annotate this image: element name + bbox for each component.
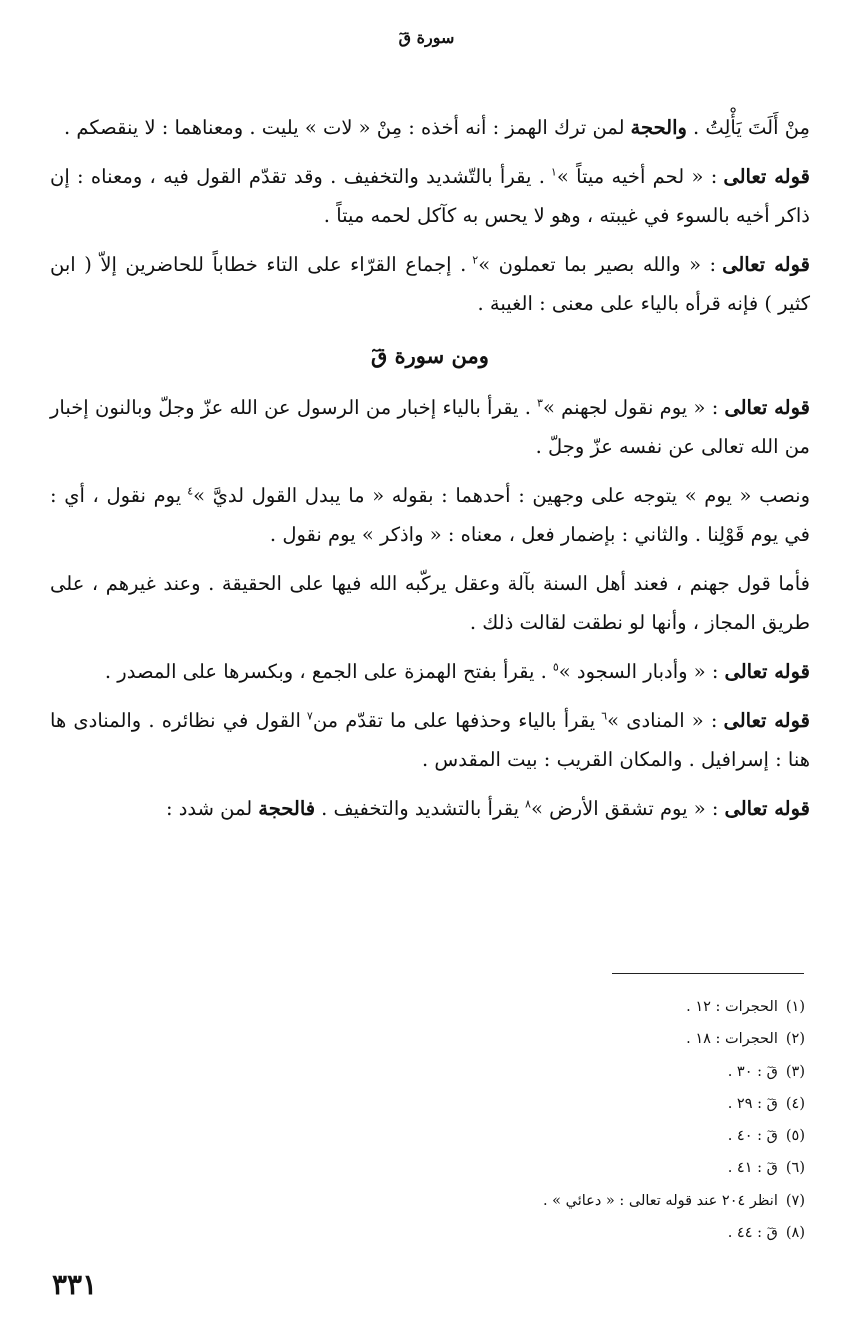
text-segment: يقرأ بالتشديد والتخفيف .: [321, 797, 520, 820]
footnote-number: (٤): [785, 1095, 805, 1112]
keyword-hujja: والحجة: [630, 116, 687, 139]
text-segment: لمن ترك الهمز : أنه أخذه : مِنْ « لات » يليت . ومعناهما : لا ينقصكم .: [64, 116, 625, 139]
footnote-number: (٦): [785, 1160, 805, 1177]
text-segment: ونصب « يوم » يتوجه على وجهين : أحدهما : بقوله « ما يبدل القول لديَّ »: [193, 484, 810, 507]
quoted-verse: : « وأدبار السجود »: [558, 660, 719, 683]
text-segment: القول في نظائره . والمنادى ها هنا : إسرافيل . والمكان القريب : بيت المقدس .: [50, 709, 810, 771]
paragraph-6: [50, 564, 810, 642]
footnote-item: [385, 1185, 805, 1217]
text-segment: لمن شدد :: [165, 797, 253, 820]
keyword-qawluhu: قوله تعالى: [722, 253, 810, 276]
footnote-ref: ٧: [306, 709, 313, 723]
footnote-text: قٓ : ٤٤ .: [727, 1225, 778, 1242]
footnote-divider: [612, 973, 804, 974]
footnote-item: [385, 991, 805, 1023]
footnote-text: انظر ٢٠٤ عند قوله تعالى : « دعائي » .: [542, 1192, 778, 1209]
footnote-text: قٓ : ٢٩ .: [727, 1095, 778, 1112]
main-text: [50, 108, 810, 838]
quoted-verse: : « يوم تشقق الأرض »: [530, 797, 719, 820]
footnote-item: [385, 1120, 805, 1152]
quoted-verse: : « المنادى »: [607, 709, 718, 732]
footnote-text: الحجرات : ١٢ .: [686, 999, 778, 1015]
footnote-text: قٓ : ٣٠ .: [727, 1063, 778, 1080]
text-segment: مِنْ أَلَتَ يَأْلِتُ .: [692, 116, 810, 139]
footnote-ref: ٦: [601, 709, 608, 723]
paragraph-7: [50, 652, 810, 691]
paragraph-2: [50, 157, 810, 235]
footnote-ref: ٨: [525, 797, 531, 811]
footnote-ref: ١: [550, 165, 557, 179]
footnote-item: [385, 1023, 805, 1055]
footnote-number: (١): [785, 999, 805, 1015]
text-segment: يقرأ بالياء وحذفها على ما تقدّم من: [312, 709, 596, 732]
footnote-number: (٨): [785, 1225, 805, 1242]
keyword-qawluhu: قوله تعالى: [723, 165, 810, 188]
running-title: سورة قٓ: [398, 28, 455, 47]
section-heading: ومن سورة قٓ: [371, 343, 489, 368]
footnote-ref: ٤: [187, 484, 194, 498]
footnote-ref: ٢: [472, 253, 479, 267]
quoted-verse: : « يوم نقول لجهنم »: [542, 396, 719, 419]
text-segment: . إجماع القرّاء على التاء خطاباً للحاضرين إلاّ ( ابن كثير ) فإنه قرأه بالياء على معنى : الغيبة .: [50, 253, 810, 315]
text-segment: فأما قول جهنم ، فعند أهل السنة بآلة وعقل يركّبه الله فيها على الحقيقة . وعند غيرهم ، على طريق المجاز ، وأنها لو نطقت لقالت ذلك .: [50, 572, 810, 634]
keyword-qawluhu: قوله تعالى: [724, 660, 810, 683]
keyword-qawluhu: قوله تعالى: [724, 797, 810, 820]
footnote-number: (٢): [785, 1031, 805, 1048]
paragraph-9: [50, 789, 810, 828]
keyword-falhujja: فالحجة: [258, 797, 316, 820]
footnote-text: قٓ : ٤١ .: [727, 1160, 778, 1177]
keyword-qawluhu: قوله تعالى: [724, 396, 810, 419]
footnote-item: [385, 1217, 805, 1249]
paragraph-4: [50, 388, 810, 466]
paragraph-8: [50, 701, 810, 779]
footnote-text: الحجرات : ١٨ .: [686, 1031, 778, 1048]
footnote-item: [385, 1088, 805, 1120]
footnotes-list: [385, 991, 805, 1249]
footnote-item: [385, 1056, 805, 1088]
paragraph-1: [50, 108, 810, 147]
footnote-number: (٧): [785, 1192, 805, 1209]
page-number: ٣٣١: [52, 1268, 98, 1301]
quoted-verse: : « لحم أخيه ميتاً »: [556, 165, 718, 188]
footnote-item: [385, 1152, 805, 1184]
footnote-number: (٣): [785, 1063, 805, 1080]
text-segment: يوم نقول ، أي : في يوم قَوْلِنا . والثاني : بإضمار فعل ، معناه : « واذكر » يوم نقول .: [50, 484, 810, 546]
paragraph-5: [50, 476, 810, 554]
text-segment: . يقرأ بالتّشديد والتخفيف . وقد تقدّم القول فيه ، ومعناه : إن ذاكر أخيه بالسوء في غيبته ، وهو لا يحس به كآكل لحمه ميتاً .: [50, 165, 810, 227]
footnote-ref: ٣: [537, 396, 543, 410]
keyword-qawluhu: قوله تعالى: [723, 709, 810, 732]
text-segment: . يقرأ بفتح الهمزة على الجمع ، وبكسرها على المصدر .: [104, 660, 547, 683]
footnote-text: قٓ : ٤٠ .: [727, 1128, 778, 1145]
paragraph-3: [50, 245, 810, 323]
footnote-ref: ٥: [552, 660, 559, 674]
footnote-number: (٥): [785, 1128, 805, 1145]
quoted-verse: : « والله بصير بما تعملون »: [478, 253, 717, 276]
text-segment: . يقرأ بالياء إخبار من الرسول عن الله عزّ وجلّ وبالنون إخبار من الله تعالى عن نفسه عزّ وجلّ .: [50, 396, 810, 458]
